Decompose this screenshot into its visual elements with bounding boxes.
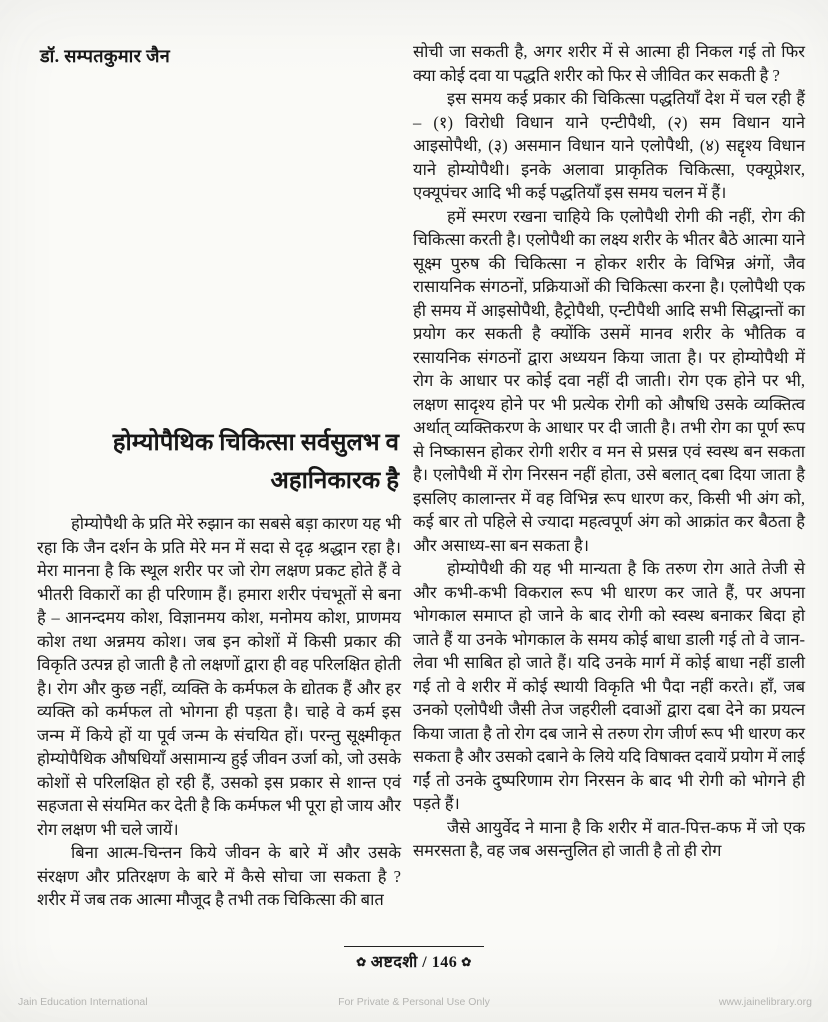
body-paragraph: इस समय कई प्रकार की चिकित्सा पद्धतियाँ देश में चल रही हैं – (१) विरोधी विधान याने एन्टीपैथी, (२) सम विधान याने आइसोपैथी, (३) असमान विधान याने एलोपैथी, (४) सद्दृश्य विधान याने होम्योपैथी। इनके अलावा प्राकृतिक चिकित्सा, एक्यूप्रेशर, एक्यूपंचर आदि भी कई पद्धतियाँ इस समय चलन में हैं। bbox=[413, 89, 805, 202]
body-paragraph: होम्योपैथी के प्रति मेरे रुझान का सबसे बड़ा कारण यह भी रहा कि जैन दर्शन के प्रति मेरे मन में सदा से दृढ़ श्रद्धान रहा है। मेरा मानना है कि स्थूल शरीर पर जो रोग लक्षण प्रकट होते हैं वे भीतरी विकारों का ही परिणाम हैं। हमारा शरीर पंचभूतों से बना है – आनन्दमय कोश, विज्ञानमय कोश, मनोमय कोश, प्राणमय कोश तथा अन्नमय कोश। जब इन कोशों में किसी प्रकार की विकृति उत्पन्न हो जाती है तो लक्षणों द्वारा ही वह परिलक्षित होती है। रोग और कुछ नहीं, व्यक्ति के कर्मफल के द्योतक हैं और हर व्यक्ति को कर्मफल तो भोगना ही पड़ता है। चाहे वे कर्म इस जन्म में किये हों या पूर्व जन्म के संचयित हों। परन्तु सूक्ष्मीकृत होम्योपैथिक औषधियाँ असामान्य हुई जीवन उर्जा को, जो उसके कोशों से परिलक्षित हो रही हैं, उसको इस प्रकार से शान्त एवं सहजता से संयमित कर देती है कि कर्मफल भी पूरा हो जाय और रोग लक्षण भी चले जायें। bbox=[37, 514, 401, 839]
credit-usage-note: For Private & Personal Use Only bbox=[338, 996, 490, 1008]
article-title-line1: होम्योपैथिक चिकित्सा सर्वसुलभ व bbox=[112, 430, 399, 456]
credit-publisher: Jain Education International bbox=[18, 996, 148, 1008]
body-paragraph: बिना आत्म-चिन्तन किये जीवन के बारे में और उसके संरक्षण और प्रतिरक्षण के बारे में कैसे सोचा जा सकता है ? शरीर में जब तक आत्मा मौजूद है तभी तक चिकित्सा की बात bbox=[37, 843, 401, 909]
flower-ornament-icon: ✿ bbox=[461, 955, 472, 969]
author-name: डॉ. सम्पतकुमार जैन bbox=[40, 46, 171, 66]
footer-rule bbox=[344, 946, 484, 947]
body-paragraph: सोची जा सकती है, अगर शरीर में से आत्मा ही निकल गई तो फिर क्या कोई दवा या पद्धति शरीर को फिर से जीवित कर सकती है ? bbox=[413, 42, 805, 85]
article-title bbox=[37, 424, 399, 500]
body-paragraph: हमें स्मरण रखना चाहिये कि एलोपैथी रोगी की नहीं, रोग की चिकित्सा करती है। एलोपैथी का लक्ष्य शरीर के भीतर बैठे आत्मा याने सूक्ष्म पुरुष की चिकित्सा न होकर शरीर के विभिन्न अंगों, जैव रासायनिक संगठनों, प्रक्रियाओं की चिकित्सा करना है। एलोपैथी एक ही समय में आइसोपैथी, हैट्रोपैथी, एन्टीपैथी आदि सभी सिद्धान्तों का प्रयोग कर सकती है क्योंकि उसमें मानव शरीर के भौतिक व रसायनिक संगठनों द्वारा अध्ययन किया जाता है। पर होम्योपैथी में रोग के आधार पर कोई दवा नहीं दी जाती। रोग एक होने पर भी, लक्षण सादृश्य होने पर भी प्रत्येक रोगी को औषधि उसके व्यक्तित्व अर्थात् व्यक्तिकरण के आधार पर दी जाती है। तभी रोग का पूर्ण रूप से निष्कासन होकर रोगी शरीर व मन से प्रसन्न एवं स्वस्थ बन सकता है। एलोपैथी में रोग निरसन नहीं होता, उसे बलात् दबा दिया जाता है इसलिए कालान्तर में वह विभिन्न रूप धारण कर, किसी भी अंग को, कई बार तो पहिले से ज्यादा महत्वपूर्ण अंग को आक्रांत कर बैठता है और असाध्य-सा बन सकता है। bbox=[413, 206, 805, 555]
right-column bbox=[413, 40, 805, 863]
book-page-number: अष्टदशी / 146 bbox=[370, 954, 458, 971]
body-paragraph: जैसे आयुर्वेद ने माना है कि शरीर में वात-पित्त-कफ में जो एक समरसता है, वह जब असन्तुलित हो जाती है तो ही रोग bbox=[413, 817, 805, 860]
body-paragraph: होम्योपैथी की यह भी मान्यता है कि तरुण रोग आते तेजी से और कभी-कभी विकराल रूप भी धारण कर जाते हैं, पर अपना भोगकाल समाप्त हो जाने के बाद रोगी को स्वस्थ बनाकर बिदा हो जाते हैं या उनके भोगकाल के समय कोई बाधा डाली गई तो वे जान-लेवा भी साबित हो जाते हैं। यदि उनके मार्ग में कोई बाधा नहीं डाली गई तो वे शरीर में कोई स्थायी विकृति भी पैदा नहीं करते। हाँ, जब उनको एलोपैथी जैसी तेज जहरीली दवाओं द्वारा दबा देने का प्रयत्न किया जाता है तो रोग दब जाने से तरुण रोग जीर्ण रूप भी धारण कर सकता है और उसको दबाने के लिये यदि विषाक्त दवायें प्रयोग में लाई गईं तो उनके दुष्परिणाम रोग निरसन के बाद भी रोगी को भोगने ही पड़ते हैं। bbox=[413, 559, 805, 813]
left-column bbox=[37, 424, 401, 912]
credit-website: www.jainelibrary.org bbox=[718, 996, 812, 1008]
flower-ornament-icon: ✿ bbox=[356, 955, 367, 969]
page-number-footer bbox=[0, 946, 828, 972]
digitization-credits bbox=[0, 996, 828, 1016]
footer-label bbox=[352, 954, 476, 971]
article-title-line2: अहानिकारक है bbox=[270, 468, 399, 494]
